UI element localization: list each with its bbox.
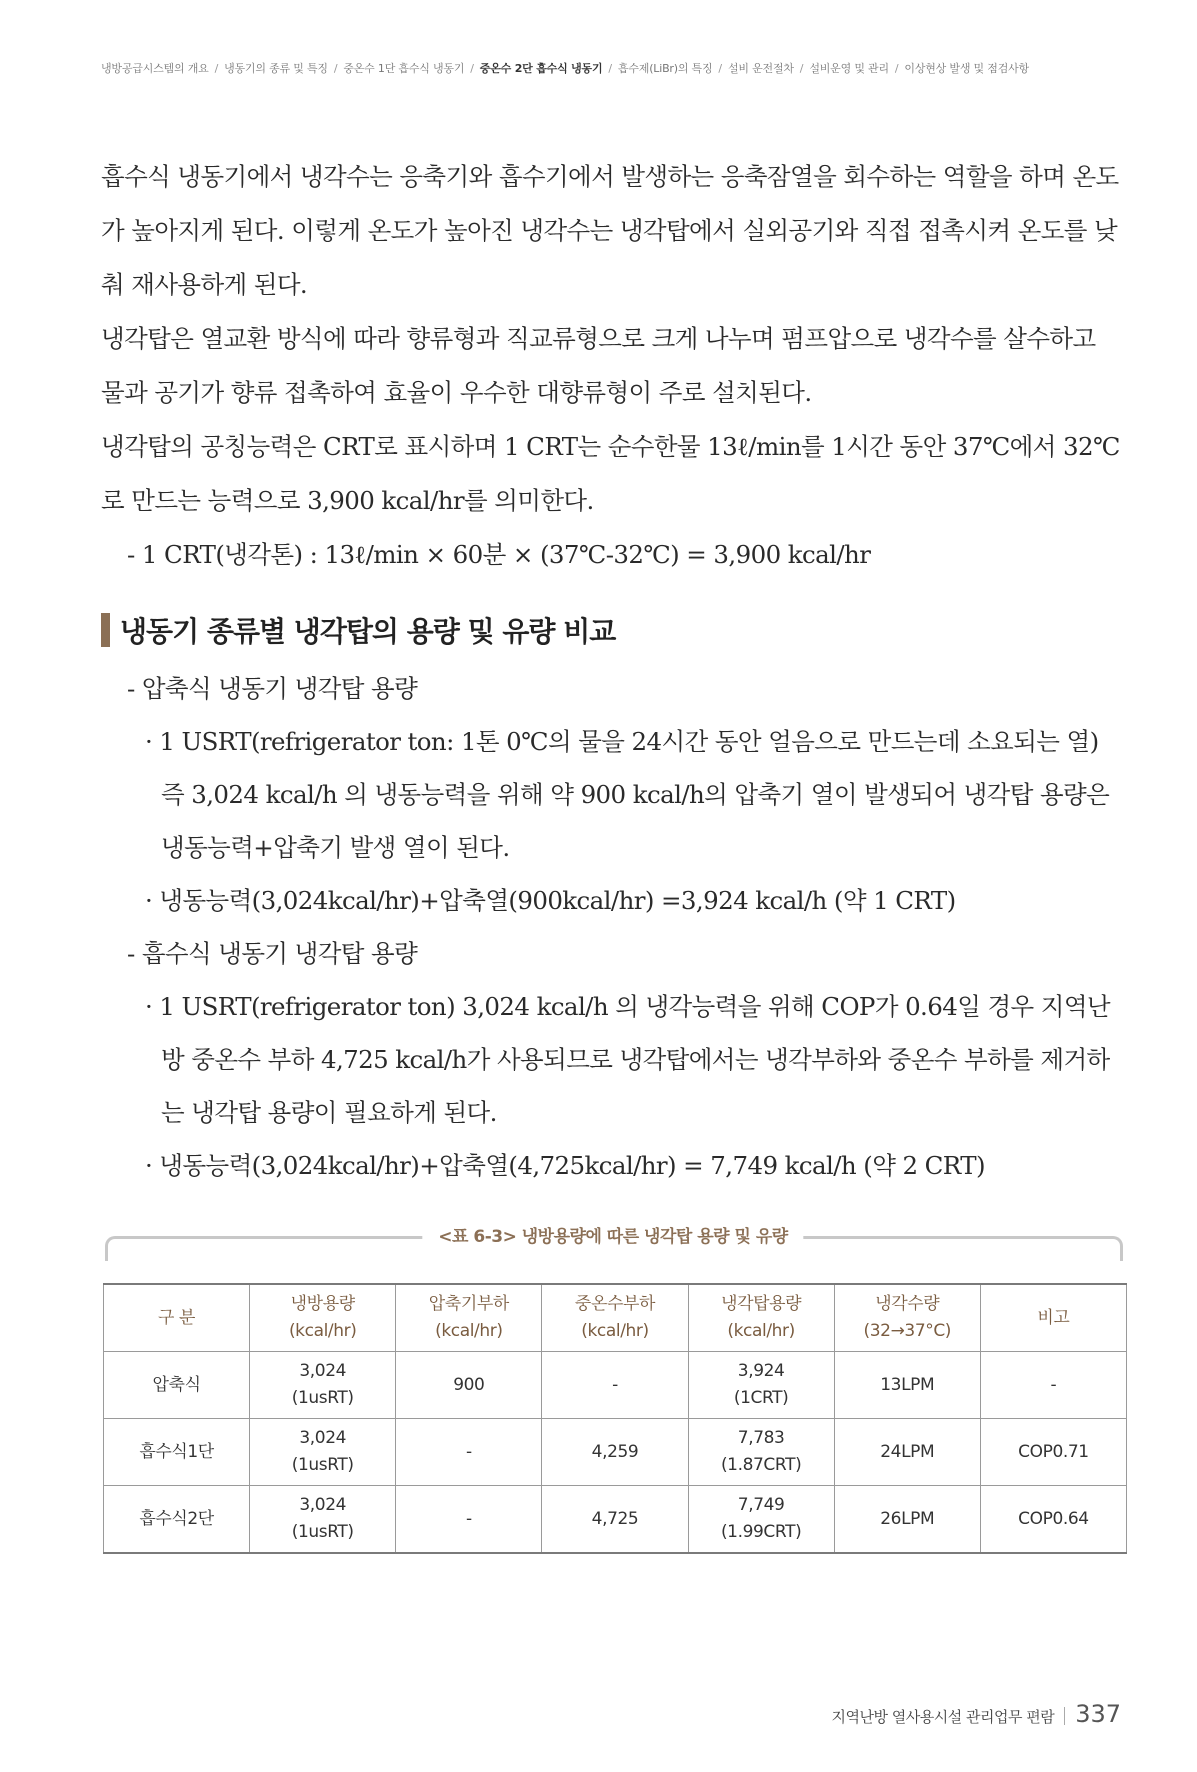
table-cell xyxy=(980,1419,1126,1486)
page-number: 337 xyxy=(1075,1700,1121,1728)
header-line: 압축기부하 xyxy=(428,1294,509,1314)
breadcrumb-separator: / xyxy=(608,62,612,75)
table-row xyxy=(104,1352,1127,1419)
breadcrumb-item[interactable]: 냉방공급시스템의 개요 xyxy=(101,62,209,75)
header-line: 중온수부하 xyxy=(574,1294,656,1314)
table-header-cell xyxy=(834,1284,980,1352)
table-cell xyxy=(980,1352,1126,1419)
breadcrumb-item[interactable]: 중온수 2단 흡수식 냉동기 xyxy=(479,62,603,75)
cell-line: 26LPM xyxy=(880,1508,935,1529)
table-cell xyxy=(250,1486,396,1554)
table-cell xyxy=(834,1419,980,1486)
table-cell xyxy=(542,1352,688,1419)
breadcrumb-separator: / xyxy=(333,62,338,75)
cooling-tower-table xyxy=(103,1283,1127,1554)
section-heading-text: 냉동기 종류별 냉각탑의 용량 및 유량 비교 xyxy=(120,615,616,648)
table-cell xyxy=(688,1486,834,1554)
section-bullet: · 1 USRT(refrigerator ton: 1톤 0℃의 물을 24시간 동안 얼음으로 만드는데 소요되는 열) 즉 3,024 kcal/h 의 냉동능력을 위해 약 900 kcal/h의 압축기 열이 발생되어 냉각탑 용량은 냉동능력+압축기 발생 열이 된다. xyxy=(145,727,1110,862)
cell-line: COP0.64 xyxy=(1018,1508,1089,1529)
table-cell xyxy=(542,1419,688,1486)
cell-line: 3,924 xyxy=(737,1361,785,1381)
cell-line: (1.99CRT) xyxy=(720,1522,802,1542)
cell-line: 7,783 xyxy=(737,1428,785,1448)
breadcrumb-separator: / xyxy=(894,62,899,75)
table-header-cell xyxy=(688,1284,834,1352)
table-cell xyxy=(104,1352,250,1419)
footer-divider xyxy=(1064,1707,1065,1725)
heading-bar xyxy=(101,613,110,647)
cell-line: 900 xyxy=(453,1374,485,1395)
table-row xyxy=(104,1419,1127,1486)
cell-line: 4,725 xyxy=(591,1508,639,1529)
breadcrumb-separator: / xyxy=(718,62,722,75)
breadcrumb-item[interactable]: 설비 운전절차 xyxy=(727,62,794,75)
cell-line: 흡수식1단 xyxy=(139,1441,214,1462)
crt-formula: - 1 CRT(냉각톤) : 13ℓ/min × 60분 × (37℃-32℃) = 3,900 kcal/hr xyxy=(127,540,871,569)
section-heading xyxy=(101,610,615,650)
cell-line: 13LPM xyxy=(880,1374,935,1395)
table-cell xyxy=(542,1486,688,1554)
cell-line: 압축식 xyxy=(152,1374,201,1395)
cell-line: (1usRT) xyxy=(291,1455,354,1475)
table-cell xyxy=(688,1352,834,1419)
table-header-cell xyxy=(250,1284,396,1352)
breadcrumb xyxy=(101,60,1121,76)
header-line: 냉각수량 xyxy=(875,1294,940,1314)
table-header-cell xyxy=(104,1284,250,1352)
header-line: (kcal/hr) xyxy=(435,1321,503,1341)
section-bullet: · 1 USRT(refrigerator ton) 3,024 kcal/h 의 냉각능력을 위해 COP가 0.64일 경우 지역난방 중온수 부하 4,725 kcal/h가 사용되므로 냉각탑에서는 냉각부하와 중온수 부하를 제거하는 냉각탑 용량이 필요하게 된다. xyxy=(145,992,1110,1127)
breadcrumb-item[interactable]: 흡수제(LiBr)의 특징 xyxy=(617,62,713,75)
header-line: 구 분 xyxy=(158,1307,196,1328)
table-cell xyxy=(104,1419,250,1486)
intro-text xyxy=(101,150,1121,582)
section-subheading: - 압축식 냉동기 냉각탑 용량 xyxy=(127,674,418,703)
footer-title: 지역난방 열사용시설 관리업무 편람 xyxy=(831,1708,1055,1726)
section-subheading: - 흡수식 냉동기 냉각탑 용량 xyxy=(127,939,418,968)
cell-line: - xyxy=(612,1374,618,1395)
cell-line: - xyxy=(465,1508,472,1529)
table-cell xyxy=(980,1486,1126,1554)
table-cell xyxy=(396,1486,542,1554)
page-footer xyxy=(832,1700,1121,1728)
breadcrumb-separator: / xyxy=(214,62,219,75)
cell-line: (1usRT) xyxy=(291,1522,354,1542)
breadcrumb-separator: / xyxy=(470,62,474,75)
table-body xyxy=(104,1352,1127,1554)
cell-line: - xyxy=(465,1441,472,1462)
table-caption-frame xyxy=(105,1222,1121,1262)
cell-line: COP0.71 xyxy=(1018,1441,1089,1462)
breadcrumb-item[interactable]: 냉동기의 종류 및 특징 xyxy=(224,62,328,75)
header-line: (32→37°C) xyxy=(863,1321,952,1341)
cell-line: (1CRT) xyxy=(733,1388,789,1408)
header-line: (kcal/hr) xyxy=(288,1321,357,1341)
breadcrumb-item[interactable]: 중온수 1단 흡수식 냉동기 xyxy=(343,62,465,75)
cell-line: 3,024 xyxy=(299,1361,347,1381)
table-row xyxy=(104,1486,1127,1554)
table-cell xyxy=(834,1352,980,1419)
section-bullet: · 냉동능력(3,024kcal/hr)+압축열(900kcal/hr) =3,924 kcal/h (약 1 CRT) xyxy=(145,886,956,915)
section-body xyxy=(101,662,1121,1192)
intro-paragraph-1: 흡수식 냉동기에서 냉각수는 응축기와 흡수기에서 발생하는 응축잠열을 회수하는 역할을 하며 온도가 높아지게 된다. 이렇게 온도가 높아진 냉각수는 냉각탑에서 실외공기와 직접 접촉시켜 온도를 낮춰 재사용하게 된다. xyxy=(101,162,1119,299)
cell-line: 3,024 xyxy=(299,1428,347,1448)
table-cell xyxy=(250,1352,396,1419)
table-header-cell xyxy=(980,1284,1126,1352)
cell-line: (1.87CRT) xyxy=(720,1455,802,1475)
intro-paragraph-3: 냉각탑의 공칭능력은 CRT로 표시하며 1 CRT는 순수한물 13ℓ/min를 1시간 동안 37℃에서 32℃로 만드는 능력으로 3,900 kcal/hr를 의미한다. xyxy=(101,432,1120,515)
section-bullet: · 냉동능력(3,024kcal/hr)+압축열(4,725kcal/hr) = 7,749 kcal/h (약 2 CRT) xyxy=(145,1151,985,1180)
table-header-cell xyxy=(396,1284,542,1352)
breadcrumb-item[interactable]: 이상현상 발생 및 점검사항 xyxy=(904,62,1029,75)
cell-line: 7,749 xyxy=(737,1495,785,1515)
breadcrumb-separator: / xyxy=(799,62,804,75)
cell-line: 4,259 xyxy=(591,1441,639,1462)
cell-line: 24LPM xyxy=(880,1441,935,1462)
cell-line: 흡수식2단 xyxy=(139,1508,214,1529)
table-caption: <표 6-3> 냉방용량에 따른 냉각탑 용량 및 유량 xyxy=(422,1222,803,1247)
table-cell xyxy=(688,1419,834,1486)
table-header-row xyxy=(104,1284,1127,1352)
cell-line: (1usRT) xyxy=(291,1388,354,1408)
header-line: (kcal/hr) xyxy=(727,1321,795,1341)
table-cell xyxy=(396,1352,542,1419)
table-cell xyxy=(104,1486,250,1554)
table-cell xyxy=(834,1486,980,1554)
table-cell xyxy=(396,1419,542,1486)
header-line: 냉방용량 xyxy=(290,1294,355,1314)
breadcrumb-item[interactable]: 설비운영 및 관리 xyxy=(809,62,889,75)
table-cell xyxy=(250,1419,396,1486)
header-line: 비고 xyxy=(1037,1307,1070,1328)
header-line: 냉각탑용량 xyxy=(721,1294,802,1314)
header-line: (kcal/hr) xyxy=(581,1321,649,1341)
cell-line: 3,024 xyxy=(299,1495,347,1515)
intro-paragraph-2: 냉각탑은 열교환 방식에 따라 향류형과 직교류형으로 크게 나누며 펌프압으로 냉각수를 살수하고 물과 공기가 향류 접촉하여 효율이 우수한 대향류형이 주로 설치된다. xyxy=(101,324,1096,407)
cell-line: - xyxy=(1050,1374,1057,1395)
table-header-cell xyxy=(542,1284,688,1352)
